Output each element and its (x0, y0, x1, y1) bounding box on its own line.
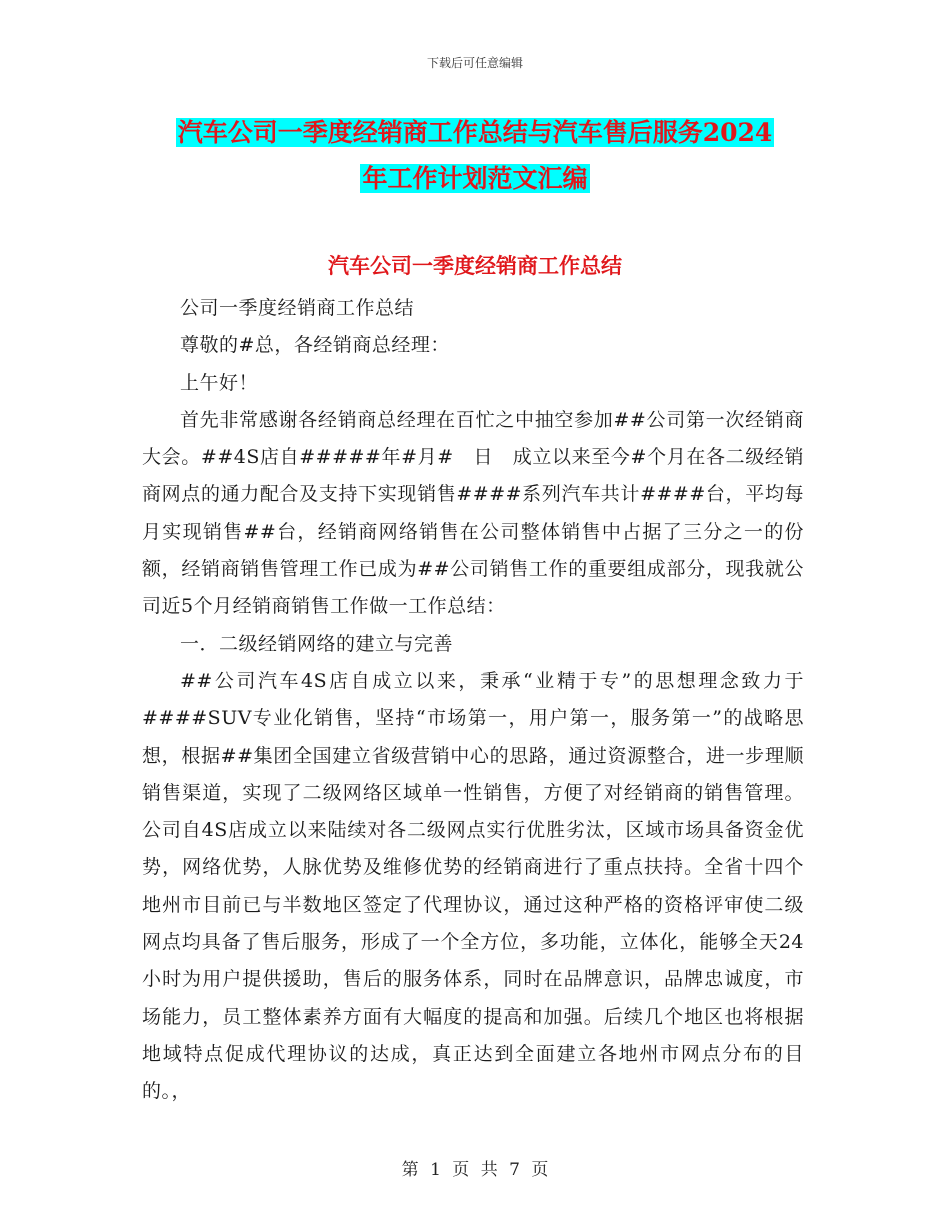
paragraph: 一．二级经销网络的建立与完善 (180, 632, 454, 655)
paragraph: 公司一季度经销商工作总结 (180, 297, 415, 319)
title-line-2: 年工作计划范文汇编 (362, 164, 588, 193)
page-footer: 第 1 页 共 7 页 (401, 1160, 549, 1180)
paragraph: 首先非常感谢各经销商总经理在百忙之中抽空参加##公司第一次经销商大会。##4S店自#####年#月# 日 成立以来至今#个月在各二级经销商网点的通力配合及支持下实现销售####系列汽车共计####台，平均每月实现销售##台，经销商网络销售在公司整体销售中占据了三分之一的份额，经销商销售管理工作已成为##公司销售工作的重要组成部分，现我就公司近5个月经销商销售工作做一工作总结： (142, 408, 804, 618)
paragraph: 尊敬的#总，各经销商总经理： (180, 334, 450, 357)
document-title (0, 110, 950, 202)
header-note: 下载后可任意编辑 (426, 56, 523, 70)
title-line-1: 汽车公司一季度经销商工作总结与汽车售后服务2024 (177, 118, 773, 147)
paragraph: 上午好！ (180, 371, 259, 394)
body-text (142, 290, 804, 1111)
section-title: 汽车公司一季度经销商工作总结 (328, 253, 622, 278)
paragraph: ##公司汽车4S店自成立以来，秉承“业精于专”的思想理念致力于####SUV专业化销售，坚持“市场第一，用户第一，服务第一”的战略思想，根据##集团全国建立省级营销中心的思路，通过资源整合，进一步理顺销售渠道，实现了二级网络区域单一性销售，方便了对经销商的销售管理。公司自4S店成立以来陆续对各二级网点实行优胜劣汰，区域市场具备资金优势，网络优势，人脉优势及维修优势的经销商进行了重点扶持。全省十四个地州市目前已与半数地区签定了代理协议，通过这种严格的资格评审使二级网点均具备了售后服务，形成了一个全方位，多功能，立体化，能够全天24小时为用户提供援助，售后的服务体系，同时在品牌意识，品牌忠诚度，市场能力，员工整体素养方面有大幅度的提高和加强。后续几个地区也将根据地域特点促成代理协议的达成，真正达到全面建立各地州市网点分布的目的。， (142, 669, 804, 1103)
